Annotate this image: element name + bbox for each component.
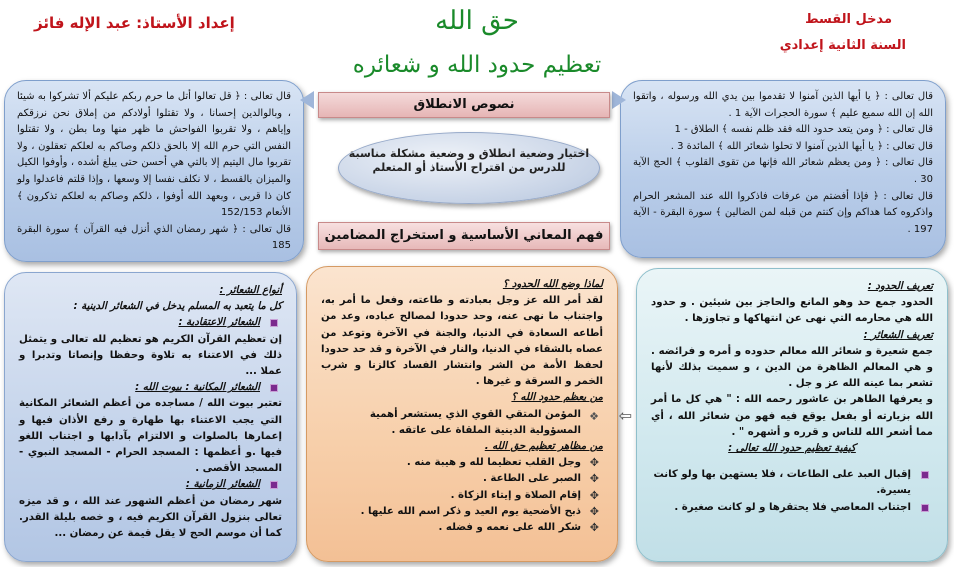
list-item: الشعائر المكانية : بيوت الله :	[19, 380, 282, 396]
author-credit: إعداد الأستاذ: عبد الإله فائز	[34, 14, 235, 32]
verse-text: قال تعالى : ﴿ فإذا أفضتم من عرفات فاذكروا الله عند المشعر الحرام واذكروه كما هداكم وإن كنتم من قبله لمن الضالين ﴾ سورة البقرة - الآية 197 .	[633, 190, 933, 235]
hollow-arrow-icon: ⇦	[618, 406, 632, 425]
list-item: ✥ الصبر على الطاعة .	[321, 471, 603, 487]
list-item: إقبال العبد على الطاعات ، فلا يستهين بها ولو كانت يسيرة.	[651, 467, 933, 499]
star-bullet-icon: ✥	[589, 521, 599, 535]
diamond-bullet-icon: ❖	[589, 409, 599, 423]
list-item: ✥ شكر الله على نعمه و فضله .	[321, 520, 603, 536]
list-item: ✥ ذبح الأضحية يوم العيد و ذكر اسم الله عليها .	[321, 504, 603, 520]
section-heading: تعريف الحدود :	[867, 281, 933, 292]
star-bullet-icon: ✥	[589, 504, 599, 518]
section-heading: من يعظم حدود الله ؟	[511, 392, 603, 404]
page-title: حق الله	[435, 6, 519, 36]
starting-situation-oval: اختيار وضعية انطلاق و وضعية مشكلة مناسبة للدرس من اقتراح الأستاذ أو المتعلم	[338, 132, 600, 204]
verse-text: قال تعالى : ﴿ قل تعالوا أتل ما حرم ربكم عليكم ألا تشركوا به شيئا ، وبالوالدين إحسانا ، ولا تقتلوا أولادكم من إملاق نحن نرزقكم وإياهم ، ولا تقربوا الفواحش ما ظهر منها وما بطن ، ولا تقتلوا النفس التي حرم الله إلا بالحق ذلكم وصاكم به لعلكم تعقلون ، ولا تقربوا مال اليتيم إلا بالتي هي أحسن حتى يبلغ أشده ، وأوفوا الكيل والميزان بالقسط ، لا نكلف نفسا إلا وسعها ، وإذا قلتم فاعدلوا ولو كان ذا قربى ، وبعهد الله أوفوا ، ذلكم وصاكم به لعلكم تذكرون ﴾ الأنعام 152/153	[17, 91, 291, 219]
verse-text: قال تعالى : ﴿ ومن يتعد حدود الله فقد ظلم نفسه ﴾ الطلاق - 1	[674, 124, 933, 136]
section-heading: تعريف الشعائر :	[863, 329, 933, 341]
square-bullet-icon	[270, 481, 278, 489]
paragraph: شهر رمضان من أعظم الشهور عند الله ، و قد ميزه تعالى بنزول القرآن الكريم فيه ، و خصه بليلة القدر. كما أن موسم الحج لا يقل قيمة عن رمضان ...	[19, 495, 282, 540]
verse-text: قال تعالى : ﴿ يا أيها الذين آمنوا لا تحلوا شعائر الله ﴾ المائدة 3 .	[670, 140, 933, 152]
paragraph: الحدود جمع حد وهو المانع والحاجز بين شيئين . و حدود الله هي محارمه التي نهى عن انتهاكها و تجاوزها .	[651, 297, 933, 325]
verses-box-left	[4, 80, 304, 262]
page-subtitle: تعظيم حدود الله و شعائره	[352, 52, 602, 78]
verse-text: قال تعالى : ﴿ يا أيها الذين آمنوا لا تقدموا بين يدي الله ورسوله ، واتقوا الله إن الله سميع عليم ﴾ سورة الحجرات الآية 1 .	[633, 91, 933, 119]
star-bullet-icon: ✥	[589, 472, 599, 486]
square-bullet-icon	[270, 319, 278, 327]
section-subheading: كل ما يتعبد به المسلم يدخل في الشعائر الدينية :	[73, 301, 282, 313]
paragraph: جمع شعيرة و شعائر الله معالم حدوده و أمره و فرائضه . و هي المعالم الظاهرة من الدين ، و سميت بذلك لأنها تشعر بما عينه الله عز و جل .	[651, 345, 933, 390]
verse-text: قال تعالى : ﴿ ومن يعظم شعائر الله فإنها من تقوى القلوب ﴾ الحج الآية 30 .	[633, 157, 933, 185]
grade-level: السنة الثانية إعدادي	[779, 38, 906, 53]
paragraph: إن تعظيم القرآن الكريم هو تعظيم لله تعالى و يتمثل ذلك في الاعتناء به تلاوة وحفظا وإنصاتا وتدبرا و عملا ...	[19, 333, 282, 378]
section-heading: لماذا وضع الله الحدود ؟	[502, 279, 603, 290]
section-heading: من مظاهر تعظيم حق الله .	[484, 441, 603, 453]
square-bullet-icon	[270, 384, 278, 392]
understanding-label: فهم المعاني الأساسية و استخراج المضامين	[318, 222, 610, 250]
section-heading: أنواع الشعائر :	[219, 285, 282, 296]
limits-box	[306, 266, 618, 562]
list-item: الشعائر الاعتقادية :	[19, 315, 282, 331]
list-item: ✥ إقام الصلاة و إيتاء الزكاة .	[321, 488, 603, 504]
paragraph: تعتبر بيوت الله / مساجده من أعظم الشعائر المكانية التي يجب الاعتناء بها طهارة و رفع الأذان فيها و إعمارها بالصلوات و الالتزام بآدابها و اجتناب اللغو فيها .و أعظمها : المسجد الحرام - المسجد النبوي - المسجد الأقصى .	[19, 398, 282, 475]
square-bullet-icon	[921, 471, 929, 479]
definitions-box	[636, 268, 948, 562]
verses-box-right	[620, 80, 946, 258]
paragraph: و يعرفها الطاهر بن عاشور رحمه الله : " هي كل ما أمر الله بزيارته أو بفعل يوقع فيه فهو من شعائر الله ، أي مما أشعر الله للناس و قرره و أشهره " .	[651, 394, 933, 438]
list-item: اجتناب المعاصي فلا يحتقرها و لو كانت صغيرة .	[651, 500, 933, 516]
starting-texts-label: نصوص الانطلاق	[318, 92, 610, 118]
square-bullet-icon	[921, 504, 929, 512]
course-entry: مدخل القسط	[805, 12, 892, 27]
paragraph: لقد أمر الله عز وجل بعبادته و طاعته، وفعل ما أمر به، واجتناب ما نهى عنه، وحد حدودا لمصالح عباده، وعد من أطاعه السعادة في الدنيا، والجنة في الآخرة وتوعد من عصاه بالشقاء في الدنيا، والنار في الآخرة و قد حد حدودا لحفظ الأمة من الشر وانتشار الفساد كالزنا و شرب الخمر و السرقة و غيرها .	[320, 295, 603, 388]
list-item: ❖ المؤمن المتقي القوي الذي يستشعر أهمية المسؤولية الدينية الملقاة على عاتقه .	[369, 408, 599, 436]
arrow-left-icon	[300, 91, 314, 109]
list-item: ✥ وجل القلب تعظيما لله و هيبة منه .	[321, 455, 603, 471]
list-item: الشعائر الزمانية :	[19, 477, 282, 493]
star-bullet-icon: ✥	[589, 456, 599, 470]
verse-text: قال تعالى : ﴿ شهر رمضان الذي أنزل فيه القرآن ﴾ سورة البقرة 185	[17, 223, 291, 252]
section-heading: كيفية تعظيم حدود الله تعالى :	[728, 443, 856, 455]
arrow-right-icon	[612, 91, 626, 109]
rituals-types-box	[4, 272, 297, 562]
star-bullet-icon: ✥	[589, 488, 599, 502]
